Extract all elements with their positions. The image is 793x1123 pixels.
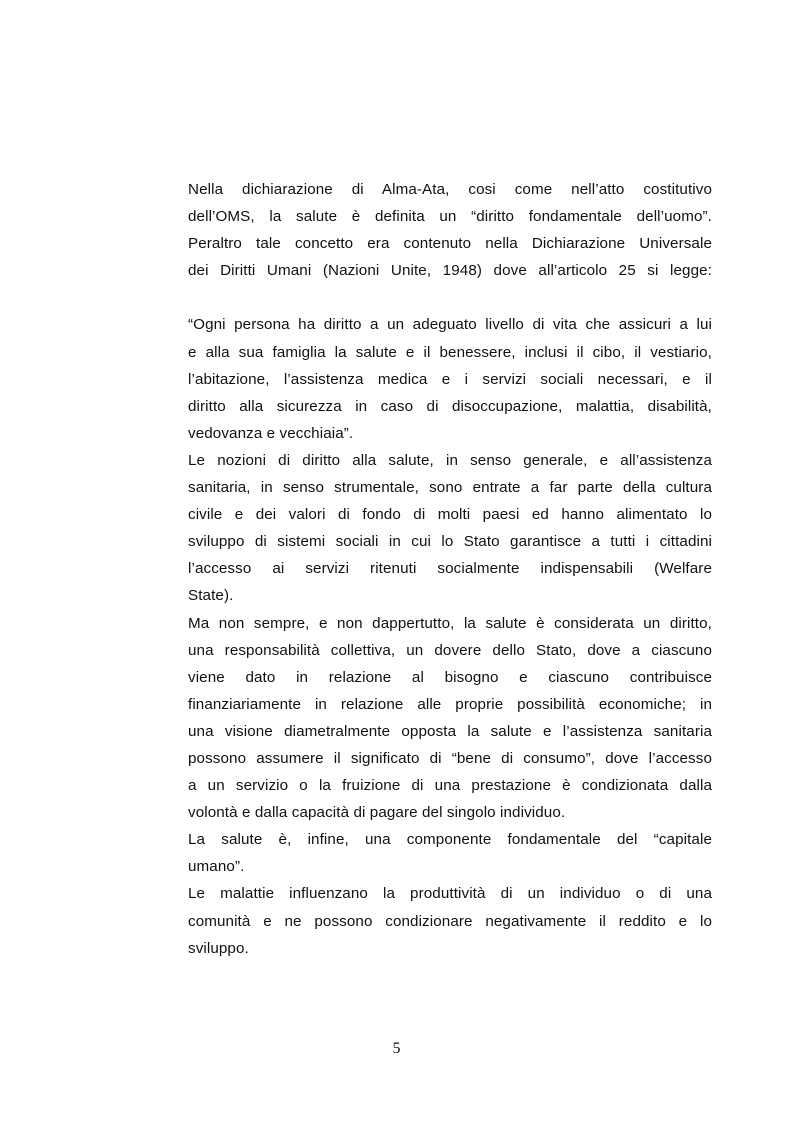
- paragraph-diseases: [188, 880, 712, 961]
- text-line: Ma non sempre, e non dappertutto, la salute è considerata un diritto,: [188, 614, 712, 632]
- text-line: Nella dichiarazione di Alma-Ata, cosi come nell’atto costitutivo: [188, 181, 712, 198]
- text-line: finanziariamente in relazione alle proprie possibilità economiche; in: [188, 695, 712, 713]
- paragraph-responsibility: [188, 610, 712, 827]
- text-line: dei Diritti Umani (Nazioni Unite, 1948) dove all’articolo 25 si legge:: [188, 262, 712, 280]
- text-line: volontà e dalla capacità di pagare del singolo individuo.: [188, 804, 566, 822]
- text-line: una visione diametralmente opposta la salute e l’assistenza sanitaria: [188, 722, 712, 740]
- text-line: Le nozioni di diritto alla salute, in senso generale, e all’assistenza: [188, 451, 712, 469]
- text-line: possono assumere il significato di “bene di consumo”, dove l’accesso: [188, 749, 712, 767]
- text-line: viene dato in relazione al bisogno e ciascuno contribuisce: [188, 668, 712, 686]
- paragraph-alma-ata: [188, 176, 712, 284]
- text-line: diritto alla sicurezza in caso di disoccupazione, malattia, disabilità,: [188, 397, 712, 415]
- text-line: umano”.: [188, 858, 245, 876]
- text-line: civile e dei valori di fondo di molti paesi ed hanno alimentato lo: [188, 506, 712, 524]
- text-line: La salute è, infine, una componente fondamentale del “capitale: [188, 831, 712, 849]
- body-text: [188, 176, 712, 962]
- text-line: sviluppo di sistemi sociali in cui lo Stato garantisce a tutti i cittadini: [188, 533, 712, 551]
- text-line: State).: [188, 587, 234, 605]
- text-line: l’abitazione, l’assistenza medica e i servizi sociali necessari, e il: [188, 370, 712, 388]
- text-line: l’accesso ai servizi ritenuti socialmente indispensabili (Welfare: [188, 560, 712, 578]
- text-line: a un servizio o la fruizione di una prestazione è condizionata dalla: [188, 777, 712, 795]
- text-line: dell’OMS, la salute è definita un “diritto fondamentale dell’uomo”.: [188, 208, 712, 226]
- paragraph-gap: [188, 284, 712, 311]
- text-line: una responsabilità collettiva, un dovere dello Stato, dove a ciascuno: [188, 641, 712, 659]
- page-number: 5: [392, 1040, 401, 1057]
- text-line: Peraltro tale concetto era contenuto nella Dichiarazione Universale: [188, 235, 712, 253]
- paragraph-welfare: [188, 447, 712, 610]
- text-line: sanitaria, in senso strumentale, sono entrate a far parte della cultura: [188, 479, 712, 497]
- text-line: e alla sua famiglia la salute e il benessere, inclusi il cibo, il vestiario,: [188, 343, 712, 361]
- paragraph-human-capital: [188, 826, 712, 880]
- quote-article-25: [188, 311, 712, 446]
- text-line: sviluppo.: [188, 939, 249, 957]
- text-line: comunità e ne possono condizionare negativamente il reddito e lo: [188, 912, 712, 930]
- text-line: vedovanza e vecchiaia”.: [188, 424, 354, 442]
- text-line: “Ogni persona ha diritto a un adeguato livello di vita che assicuri a lui: [188, 316, 712, 334]
- text-line: Le malattie influenzano la produttività di un individuo o di una: [188, 885, 712, 903]
